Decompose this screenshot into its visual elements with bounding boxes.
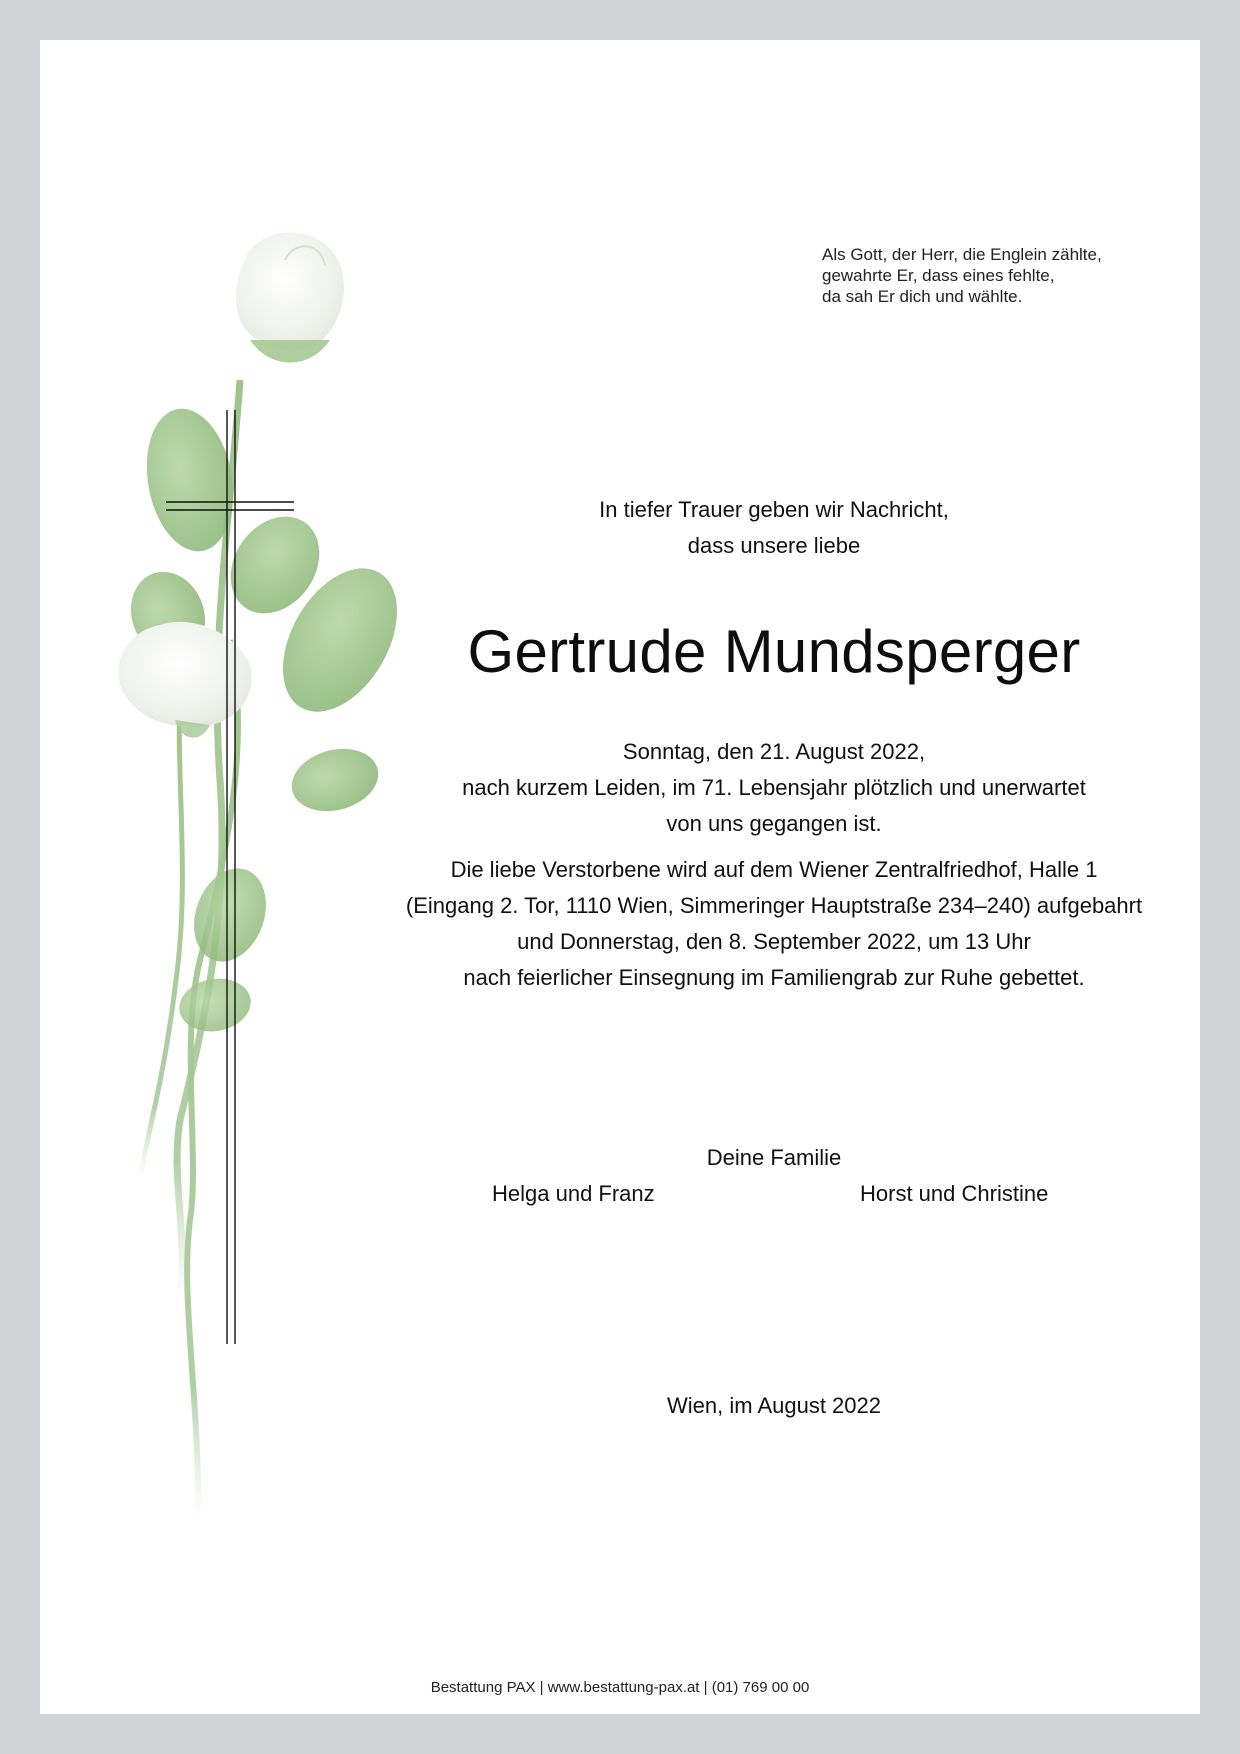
family-member: Horst und Christine xyxy=(860,1181,1049,1206)
footer xyxy=(40,1678,1200,1698)
family-title: Deine Familie xyxy=(706,1145,842,1170)
burial-line: und Donnerstag, den 8. September 2022, um 13 Uhr xyxy=(517,929,1031,954)
footer-phone: (01) 769 00 00 xyxy=(711,1679,810,1696)
leaf-shape xyxy=(175,973,255,1037)
footer-separator: | xyxy=(699,1679,712,1696)
intro-line: dass unsere liebe xyxy=(687,533,861,558)
leaf-shape xyxy=(182,858,279,971)
death-notice-line: Sonntag, den 21. August 2022, xyxy=(622,739,926,764)
burial-line: nach feierlicher Einsegnung im Familiengrab zur Ruhe gebettet. xyxy=(463,965,1085,990)
intro-line: In tiefer Trauer geben wir Nachricht, xyxy=(599,497,949,522)
burial-line: (Eingang 2. Tor, 1110 Wien, Simmeringer Hauptstraße 234–240) aufgebahrt xyxy=(405,893,1143,918)
poem-line: gewahrte Er, dass eines fehlte, xyxy=(822,266,1055,285)
death-notice-line: von uns gegangen ist. xyxy=(666,811,882,836)
poem-line: Als Gott, der Herr, die Englein zählte, xyxy=(822,245,1102,264)
burial-info xyxy=(370,852,1178,996)
place-date: Wien, im August 2022 xyxy=(666,1393,881,1418)
intro-text xyxy=(370,492,1178,564)
deceased-name: Gertrude Mundsperger xyxy=(467,618,1081,685)
footer-website: www.bestattung-pax.at xyxy=(547,1679,700,1696)
footer-separator: | xyxy=(535,1679,548,1696)
footer-company: Bestattung PAX xyxy=(430,1679,536,1696)
poem-verse xyxy=(822,244,1102,307)
death-notice-line: nach kurzem Leiden, im 71. Lebensjahr plötzlich und unerwartet xyxy=(462,775,1086,800)
burial-line: Die liebe Verstorbene wird auf dem Wiener Zentralfriedhof, Halle 1 xyxy=(450,857,1098,882)
death-notice xyxy=(370,734,1178,842)
obituary-sheet xyxy=(40,40,1200,1714)
family-member: Helga und Franz xyxy=(492,1181,655,1206)
poem-line: da sah Er dich und wählte. xyxy=(822,287,1023,306)
